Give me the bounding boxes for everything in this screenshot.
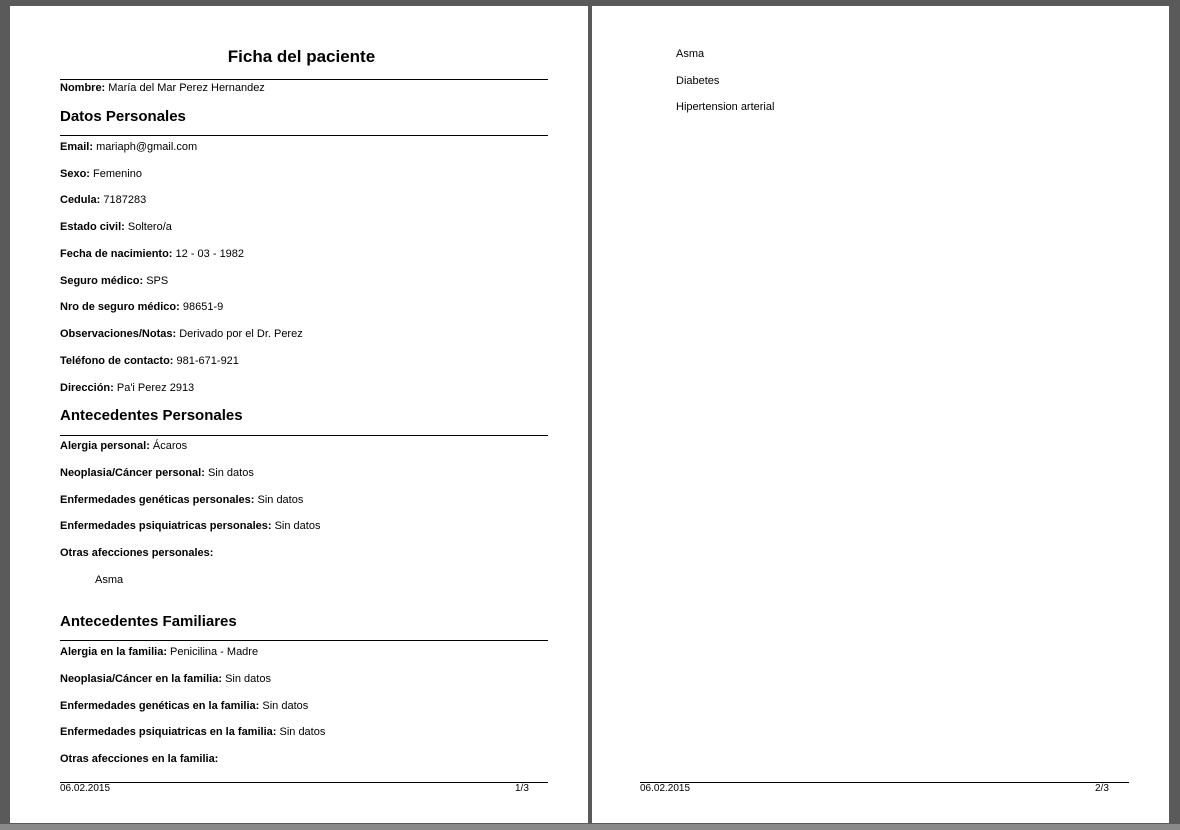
field-value: Sin datos [279, 726, 326, 738]
field-nro-seguro [60, 300, 223, 314]
field-label: Otras afecciones en la familia: [60, 753, 219, 765]
field-label: Neoplasia/Cáncer en la familia: [60, 673, 223, 685]
field-label: Sexo: [60, 168, 90, 180]
field-label: Enfermedades psiquiatricas en la familia: [60, 726, 277, 738]
section-heading-antecedentes-personales: Antecedentes Personales [60, 407, 243, 424]
footer-page-number: 1/3 [515, 783, 529, 794]
list-item-afeccion-familia: Asma [676, 48, 705, 60]
field-label: Fecha de nacimiento: [60, 248, 173, 260]
field-label: Enfermedades genéticas en la familia: [60, 700, 260, 712]
field-telefono [60, 354, 239, 368]
section-divider [60, 135, 548, 136]
field-value: Sin datos [225, 673, 271, 685]
field-value: Femenino [93, 168, 142, 180]
document-title: Ficha del paciente [227, 47, 376, 66]
field-value: 981-671-921 [176, 355, 239, 367]
field-seguro-medico [60, 274, 168, 288]
section-divider [60, 640, 548, 641]
field-value: mariaph@gmail.com [96, 141, 198, 153]
field-otras-afecciones-personales [60, 546, 213, 560]
footer-date: 06.02.2015 [60, 783, 111, 794]
field-psiquiatricas-personales [60, 519, 320, 533]
viewer-bottom-edge [0, 824, 1180, 830]
field-label: Nombre: [60, 82, 106, 94]
field-label: Email: [60, 141, 94, 153]
footer-page-number: 2/3 [1095, 783, 1109, 794]
list-item-afeccion-familia: Diabetes [676, 75, 720, 87]
footer-divider [60, 782, 548, 783]
field-label: Cedula: [60, 194, 101, 206]
field-value: Derivado por el Dr. Perez [179, 328, 303, 340]
field-label: Neoplasia/Cáncer personal: [60, 467, 205, 479]
footer-date: 06.02.2015 [640, 783, 691, 794]
list-item-afeccion-personal: Asma [95, 574, 124, 586]
field-value: Sin datos [257, 494, 304, 506]
field-psiquiatricas-familia [60, 725, 325, 739]
field-alergia-familia [60, 645, 258, 659]
field-value: Sin datos [207, 467, 254, 479]
field-label: Alergia en la familia: [60, 646, 167, 658]
field-value: SPS [146, 275, 169, 287]
field-label: Teléfono de contacto: [60, 355, 174, 367]
field-value: Ácaros [152, 440, 188, 452]
section-heading-datos-personales: Datos Personales [60, 108, 186, 125]
field-neoplasia-familia [60, 672, 271, 686]
field-otras-afecciones-familia [60, 752, 218, 766]
field-label: Enfermedades genéticas personales: [60, 494, 255, 506]
field-label: Enfermedades psiquiatricas personales: [60, 520, 272, 532]
field-label: Seguro médico: [60, 275, 144, 287]
title-divider [60, 79, 548, 80]
field-value: María del Mar Perez Hernandez [108, 82, 265, 94]
list-item-afeccion-familia: Hipertension arterial [676, 101, 775, 113]
field-value: 98651-9 [182, 301, 224, 313]
footer-divider [640, 782, 1129, 783]
field-direccion [60, 381, 194, 395]
field-neoplasia-personal [60, 466, 254, 480]
field-value: Soltero/a [127, 221, 172, 233]
field-label: Nro de seguro médico: [60, 301, 180, 313]
document-page-1 [10, 6, 588, 823]
field-value: Penicilina - Madre [170, 646, 259, 658]
field-alergia-personal [60, 439, 187, 453]
field-sexo [60, 167, 142, 181]
field-estado-civil [60, 220, 172, 234]
section-heading-antecedentes-familiares: Antecedentes Familiares [60, 613, 237, 630]
field-label: Otras afecciones personales: [60, 547, 214, 559]
field-geneticas-familia [60, 699, 308, 713]
field-geneticas-personales [60, 493, 303, 507]
field-label: Estado civil: [60, 221, 125, 233]
field-value: 7187283 [103, 194, 147, 206]
field-label: Alergia personal: [60, 440, 150, 452]
field-email [60, 140, 197, 154]
field-label: Dirección: [60, 382, 114, 394]
field-cedula [60, 193, 146, 207]
field-observaciones [60, 327, 303, 341]
field-fecha-nacimiento [60, 247, 244, 261]
field-value: 12 - 03 - 1982 [175, 248, 245, 260]
field-value: Pa'i Perez 2913 [116, 382, 195, 394]
section-divider [60, 435, 548, 436]
field-nombre [60, 81, 265, 95]
field-label: Observaciones/Notas: [60, 328, 177, 340]
document-page-2 [592, 6, 1169, 823]
field-value: Sin datos [274, 520, 321, 532]
field-value: Sin datos [262, 700, 309, 712]
